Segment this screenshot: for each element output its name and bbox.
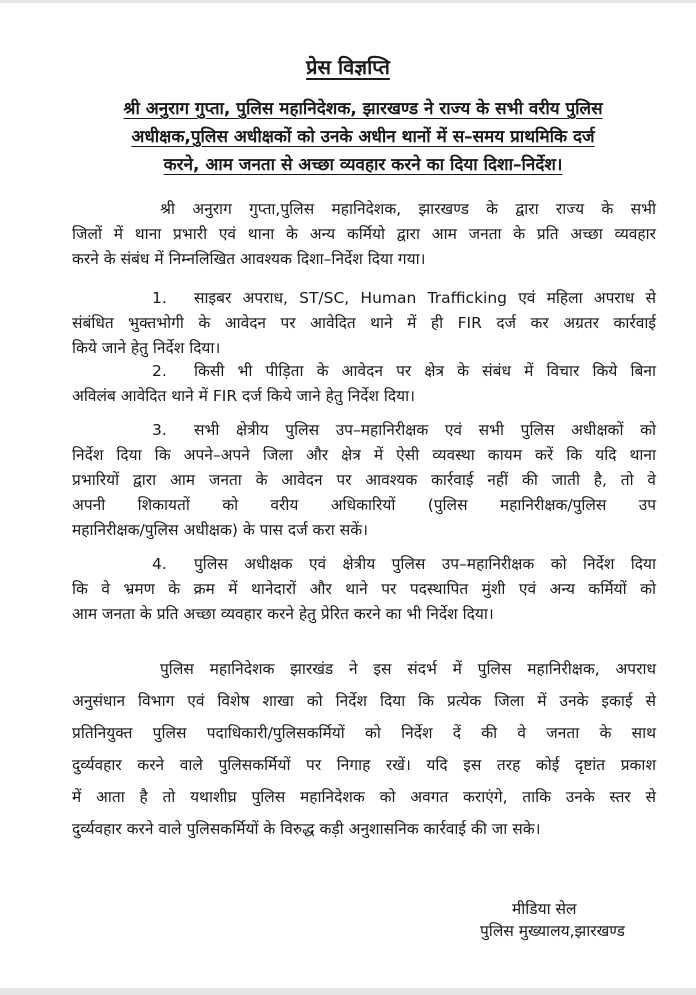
paragraph-line: किये जाने हेतु निर्देश दिया। [72,339,221,357]
paragraph-line: करने के संबंध में निम्नलिखित आवश्यक दिशा–निर्देश दिया गया। [72,250,426,268]
bottom-edge-band [0,988,696,995]
item-line-text: किसी भी पीड़िता के आवेदन पर क्षेत्र के संबंध में विचार किये बिना [194,362,656,380]
headline [70,95,656,179]
document-title [0,53,696,81]
headline-line-text: अधीक्षक,पुलिस अधीक्षकों को उनके अधीन थानों में स–समय प्राथमिकि दर्ज [131,127,595,147]
signature-line-headquarters: पुलिस मुख्यालय,झारखण्ड [480,922,625,940]
headline-line-text: श्री अनुराग गुप्ता, पुलिस महानिदेशक, झारखण्ड ने राज्य के सभी वरीय पुलिस [123,99,603,119]
paragraph-line [72,359,656,384]
document-title-text: प्रेस विज्ञप्ति [306,55,390,79]
paragraph-line [72,286,656,311]
paragraph-line: निर्देश दिया कि अपने–अपने जिला और क्षेत्र में ऐसी व्यवस्था कायम करें कि यदि थाना [72,446,656,464]
paragraph-line: में आता है तो यथाशीघ्र पुलिस महानिदेशक को अवगत कराएंगे, ताकि उनके स्तर से [72,788,656,806]
paragraph-line: प्रतिनियुक्त पुलिस पदाधिकारी/पुलिसकर्मियों को निर्देश दें की वे जनता के साथ [72,724,656,742]
signature-line-media-cell: मीडिया सेल [512,900,577,918]
paragraph-line: जिलों में थाना प्रभारी एवं थाना के अन्य कर्मियो द्वारा आम जनता के प्रति अच्छा व्यवहार [72,225,656,243]
item-number: 4. [152,555,167,573]
paragraph-line: दुर्व्यवहार करने वाले पुलिसकर्मियों के विरुद्ध कड़ी अनुशासनिक कार्रवाई की जा सके। [72,820,541,838]
item-number: 3. [152,421,167,439]
signature-block [480,898,625,942]
headline-line [70,123,656,151]
paragraph-line [72,418,656,443]
directive-item-3 [72,418,656,543]
item-number: 1. [152,289,167,307]
headline-line [70,151,656,179]
paragraph-line: अपनी शिकायतों को वरीय अधिकारियों (पुलिस महानिरीक्षक/पुलिस उप [72,496,656,514]
paragraph-line: श्री अनुराग गुप्ता,पुलिस महानिदेशक, झारखण्ड के द्वारा राज्य के सभी [160,200,656,218]
paragraph-line: प्रभारियों द्वारा आम जनता के आवेदन पर आवश्यक कार्रवाई नहीं की जाती है, तो वे [72,471,656,489]
item-line-text: साइबर अपराध, ST/SC, Human Trafficking एवं महिला अपराध से [194,289,656,307]
paragraph-line: दुर्व्यवहार करने वाले पुलिसकर्मियों पर निगाह रखें। यदि इस तरह कोई दृष्टांत प्रकाश [72,756,656,774]
paragraph-line: संबंधित भुक्तभोगी के आवेदन पर आवेदित थाने में ही FIR दर्ज कर अग्रतर कार्रवाई [72,314,656,332]
paragraph-line [72,552,656,577]
item-line-text: सभी क्षेत्रीय पुलिस उप–महानिरीक्षक एवं सभी पुलिस अधीक्षकों को [194,421,656,439]
paragraph-line: अविलंब आवेदित थाने में FIR दर्ज किये जाने हेतु निर्देश दिया। [72,387,416,405]
paragraph-line: महानिरीक्षक/पुलिस अधीक्षक) के पास दर्ज करा सकें। [72,521,368,539]
headline-line [70,95,656,123]
directive-item-4 [72,552,656,627]
directive-item-2 [72,359,656,409]
paragraph-line: आम जनता के प्रति अच्छा व्यवहार करने हेतु प्रेरित करने का भी निर्देश दिया। [72,605,494,623]
paragraph-line: पुलिस महानिदेशक झारखंड ने इस संदर्भ में पुलिस महानिरीक्षक, अपराध [160,660,656,678]
headline-line-text: करने, आम जनता से अच्छा व्यवहार करने का दिया दिशा–निर्देश। [163,155,563,175]
intro-paragraph [72,197,656,272]
directive-item-1 [72,286,656,361]
item-number: 2. [152,362,167,380]
paragraph-line: कि वे भ्रमण के क्रम में थानेदारों और थाने पर पदस्थापित मुंशी एवं अन्य कर्मियों को [72,580,656,598]
item-line-text: पुलिस अधीक्षक एवं क्षेत्रीय पुलिस उप–महानिरीक्षक को निर्देश दिया [194,555,656,573]
closing-paragraph [72,653,656,845]
paragraph-line: अनुसंधान विभाग एवं विशेष शाखा को निर्देश दिया कि प्रत्येक जिला में उनके इकाई से [72,692,656,710]
